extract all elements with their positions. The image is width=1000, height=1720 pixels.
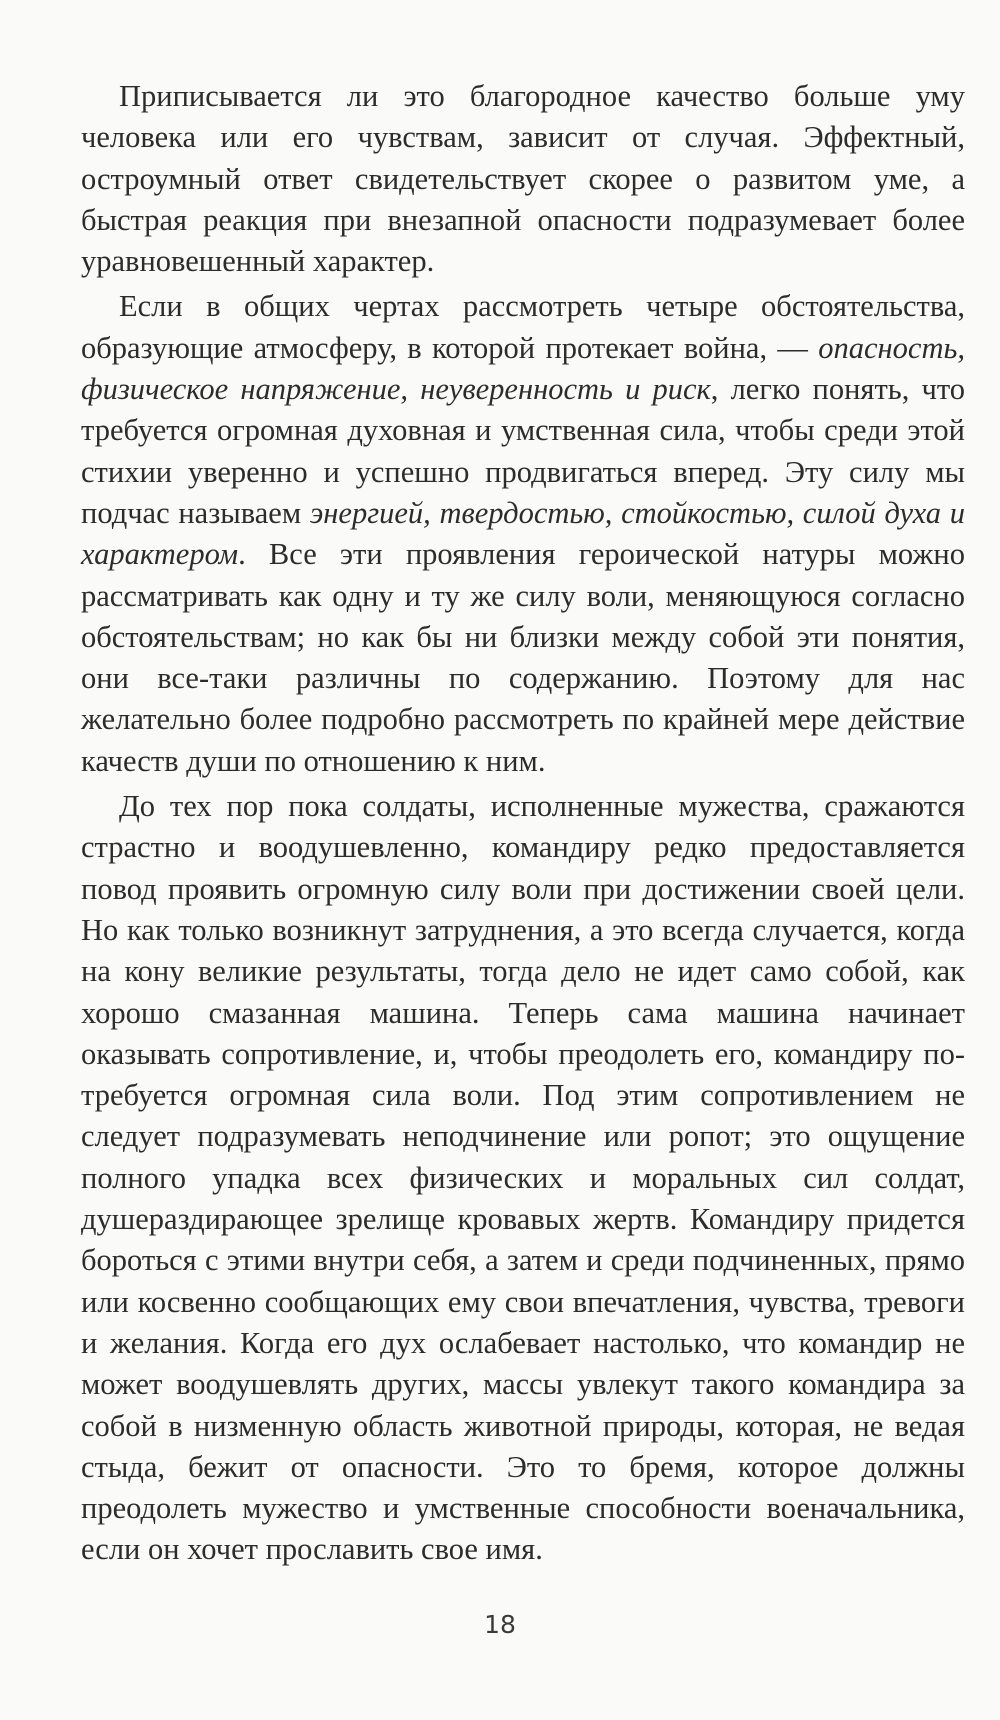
text-segment: , легко понять, что требуется огромная духовная и умственная сила, чтобы среди этой стихии уверенно и успешно продвигаться вперед. Эту силу мы подчас называем (81, 372, 965, 530)
text-segment: . Все эти проявления героической натуры можно рассматривать как одну и ту же силу воли, меняющуюся согласно обстоятельствам; но как бы ни близки между собой эти понятия, они все-таки различны по содержанию. Поэтому для нас желательно более подробно рассмотреть по крайней мере действие качеств души по отношению к ним. (81, 537, 965, 778)
text-segment: Приписывается ли это благородное качество больше уму человека или его чувствам, зависит от случая. Эффектный, остроумный ответ свидетельствует скорее о развитом уме, а быстрая реакция при внезапной опасности подразумевает более уравновешенный характер. (81, 79, 965, 279)
paragraph (81, 786, 965, 1571)
paragraph (81, 286, 965, 782)
text-segment: До тех пор пока солдаты, исполненные мужества, сражаются страстно и воодушевленно, командиру редко предоставляется повод проявить огромную силу воли при достижении своей цели. Но как только возникнут затруднения, а это всегда случается, когда на кону великие результаты, тогда дело не идет само собой, как хорошо смазанная машина. Теперь сама машина начинает оказывать сопротивление, и, чтобы преодолеть его, командиру потребуется огромная сила воли. Под этим сопротивлением не следует подразумевать неподчинение или ропот; это ощущение полного упадка всех физических и моральных сил солдат, душераздирающее зрелище кровавых жертв. Командиру придется бороться с этими внутри себя, а затем и среди подчиненных, прямо или косвенно сообщающих ему свои впечатления, чувства, тревоги и желания. Когда его дух ослабевает настолько, что командир не может воодушевлять других, массы увлекут такого командира за собой в низменную область животной природы, которая, не ведая стыда, бежит от опасности. Это то бремя, которое должны преодолеть мужество и умственные способности военачальника, если он хочет прославить свое имя. (81, 789, 965, 1567)
italic-segment: энергией, твердостью, стойкостью, силой духа и характером (81, 495, 965, 572)
text-segment: Если в общих чертах рассмотреть четыре обстоятельства, образующие атмосферу, в которой протекает война, — (81, 289, 965, 365)
body-text (81, 76, 965, 1571)
italic-segment: опасность, физическое напряжение, неуверенность и риск (81, 330, 965, 407)
page-number: 18 (484, 1610, 516, 1639)
paragraph (81, 76, 965, 282)
